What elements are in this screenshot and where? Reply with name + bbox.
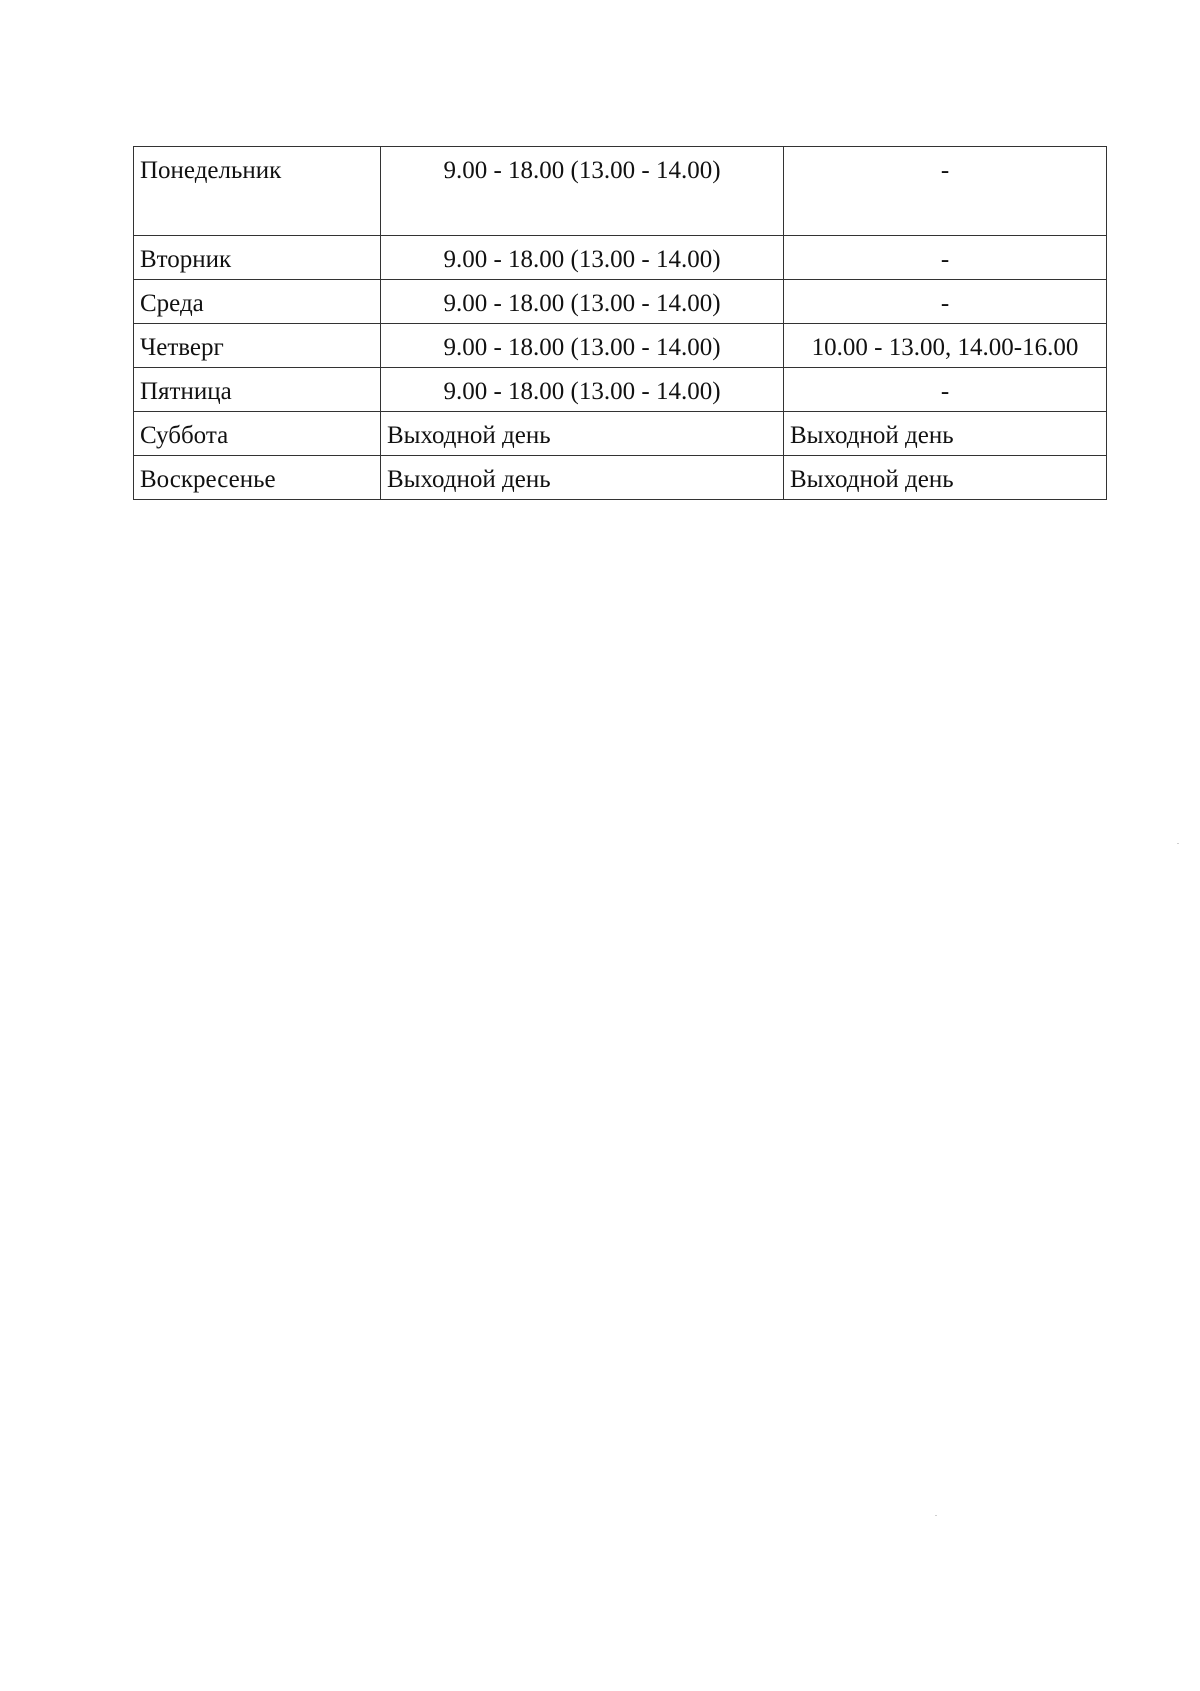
day-cell: Пятница: [134, 368, 381, 412]
reception-cell: Выходной день: [784, 412, 1107, 456]
day-cell: Четверг: [134, 324, 381, 368]
reception-cell: -: [784, 236, 1107, 280]
hours-cell: 9.00 - 18.00 (13.00 - 14.00): [381, 280, 784, 324]
day-cell: Среда: [134, 280, 381, 324]
table-row: [134, 456, 1107, 500]
hours-cell: 9.00 - 18.00 (13.00 - 14.00): [381, 147, 784, 236]
table-row: [134, 236, 1107, 280]
schedule-table: [133, 146, 1107, 500]
hours-cell: 9.00 - 18.00 (13.00 - 14.00): [381, 368, 784, 412]
scan-speck: [1177, 843, 1179, 844]
table-row: [134, 280, 1107, 324]
day-cell: Понедельник: [134, 147, 381, 236]
table-row: [134, 368, 1107, 412]
reception-cell: -: [784, 147, 1107, 236]
table-row: [134, 324, 1107, 368]
table-row: [134, 412, 1107, 456]
day-cell: Суббота: [134, 412, 381, 456]
reception-cell: -: [784, 368, 1107, 412]
reception-cell: Выходной день: [784, 456, 1107, 500]
scan-speck: [935, 1515, 937, 1516]
hours-cell: 9.00 - 18.00 (13.00 - 14.00): [381, 236, 784, 280]
day-cell: Вторник: [134, 236, 381, 280]
hours-cell: Выходной день: [381, 456, 784, 500]
hours-cell: Выходной день: [381, 412, 784, 456]
reception-cell: 10.00 - 13.00, 14.00-16.00: [784, 324, 1107, 368]
table-row: [134, 147, 1107, 236]
hours-cell: 9.00 - 18.00 (13.00 - 14.00): [381, 324, 784, 368]
day-cell: Воскресенье: [134, 456, 381, 500]
reception-cell: -: [784, 280, 1107, 324]
